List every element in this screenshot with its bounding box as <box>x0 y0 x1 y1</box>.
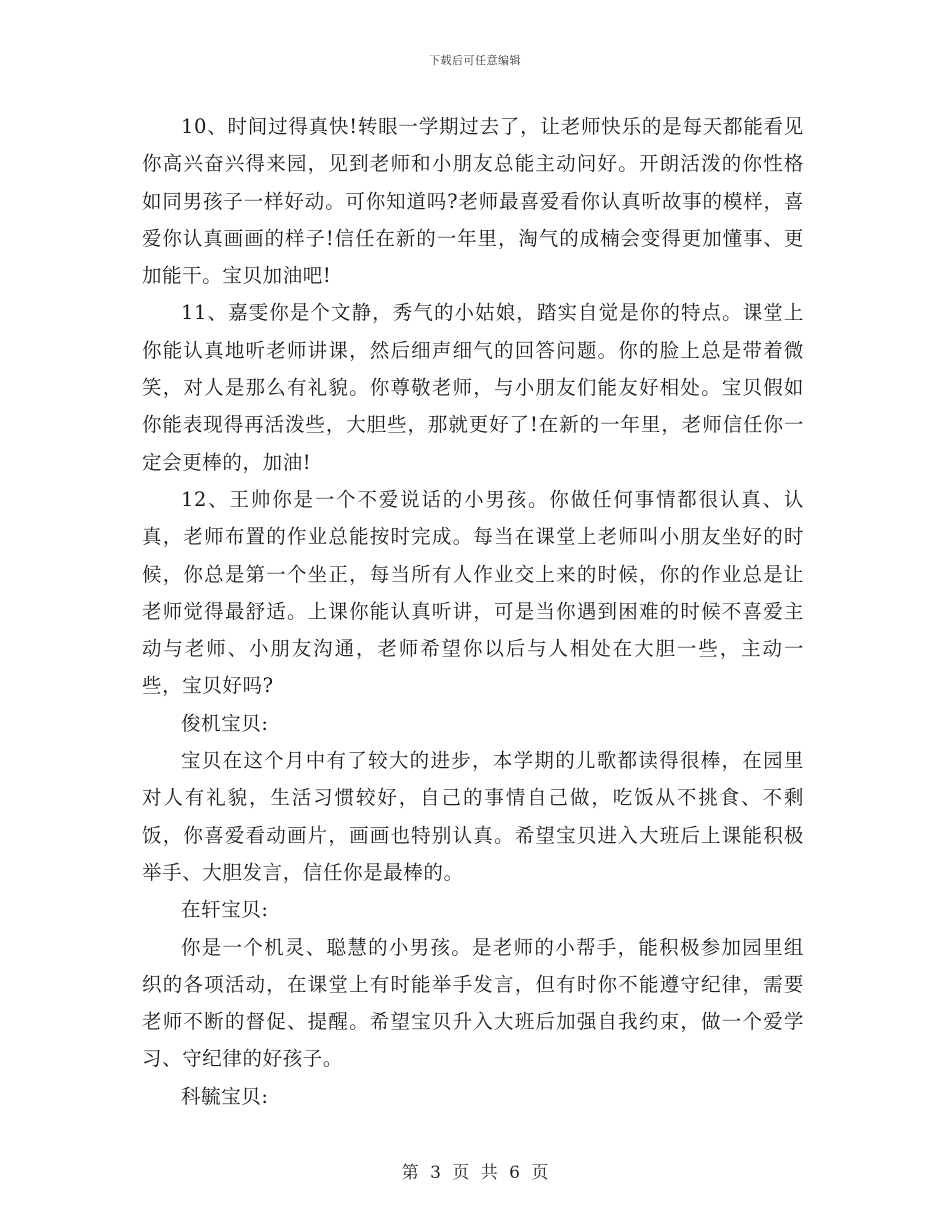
paragraph-junji: 宝贝在这个月中有了较大的进步，本学期的儿歌都读得很棒，在园里对人有礼貌，生活习惯较好，自己的事情自己做，吃饭从不挑食、不剩饭，你喜爱看动画片，画画也特别认真。希望宝贝进入大班后上课能积极举手、大胆发言，信任你是最棒的。 <box>142 749 804 884</box>
heading-zaixuan: 在轩宝贝: <box>181 898 269 922</box>
paragraph-comment-11: 11、嘉雯你是个文静，秀气的小姑娘，踏实自觉是你的特点。课堂上你能认真地听老师讲课，然后细声细气的回答问题。你的脸上总是带着微笑，对人是那么有礼貌。你尊敬老师，与小朋友们能友好相处。宝贝假如你能表现得再活泼些，大胆些，那就更好了!在新的一年里，老师信任你一定会更棒的，加油! <box>142 301 804 474</box>
document-body <box>142 108 804 1115</box>
heading-keyu: 科毓宝贝: <box>181 1084 269 1108</box>
page-header: 下载后可任意编辑 <box>429 54 521 67</box>
paragraph-comment-10: 10、时间过得真快!转眼一学期过去了，让老师快乐的是每天都能看见你高兴奋兴得来园，见到老师和小朋友总能主动问好。开朗活泼的你性格如同男孩子一样好动。可你知道吗?老师最喜爱看你认真听故事的模样，喜爱你认真画画的样子!信任在新的一年里，淘气的成楠会变得更加懂事、更加能干。宝贝加油吧! <box>142 115 804 288</box>
paragraph-comment-12: 12、王帅你是一个不爱说话的小男孩。你做任何事情都很认真、认真，老师布置的作业总能按时完成。每当在课堂上老师叫小朋友坐好的时候，你总是第一个坐正，每当所有人作业交上来的时候，你的作业总是让老师觉得最舒适。上课你能认真听讲，可是当你遇到困难的时候不喜爱主动与老师、小朋友沟通，老师希望你以后与人相处在大胆一些，主动一些，宝贝好吗? <box>142 487 804 698</box>
paragraph-zaixuan: 你是一个机灵、聪慧的小男孩。是老师的小帮手，能积极参加园里组织的各项活动，在课堂上有时能举手发言，但有时你不能遵守纪律，需要老师不断的督促、提醒。希望宝贝升入大班后加强自我约束，做一个爱学习、守纪律的好孩子。 <box>142 935 804 1071</box>
heading-junji: 俊机宝贝: <box>181 711 269 735</box>
page-number-footer: 第 3 页 共 6 页 <box>401 1163 549 1183</box>
